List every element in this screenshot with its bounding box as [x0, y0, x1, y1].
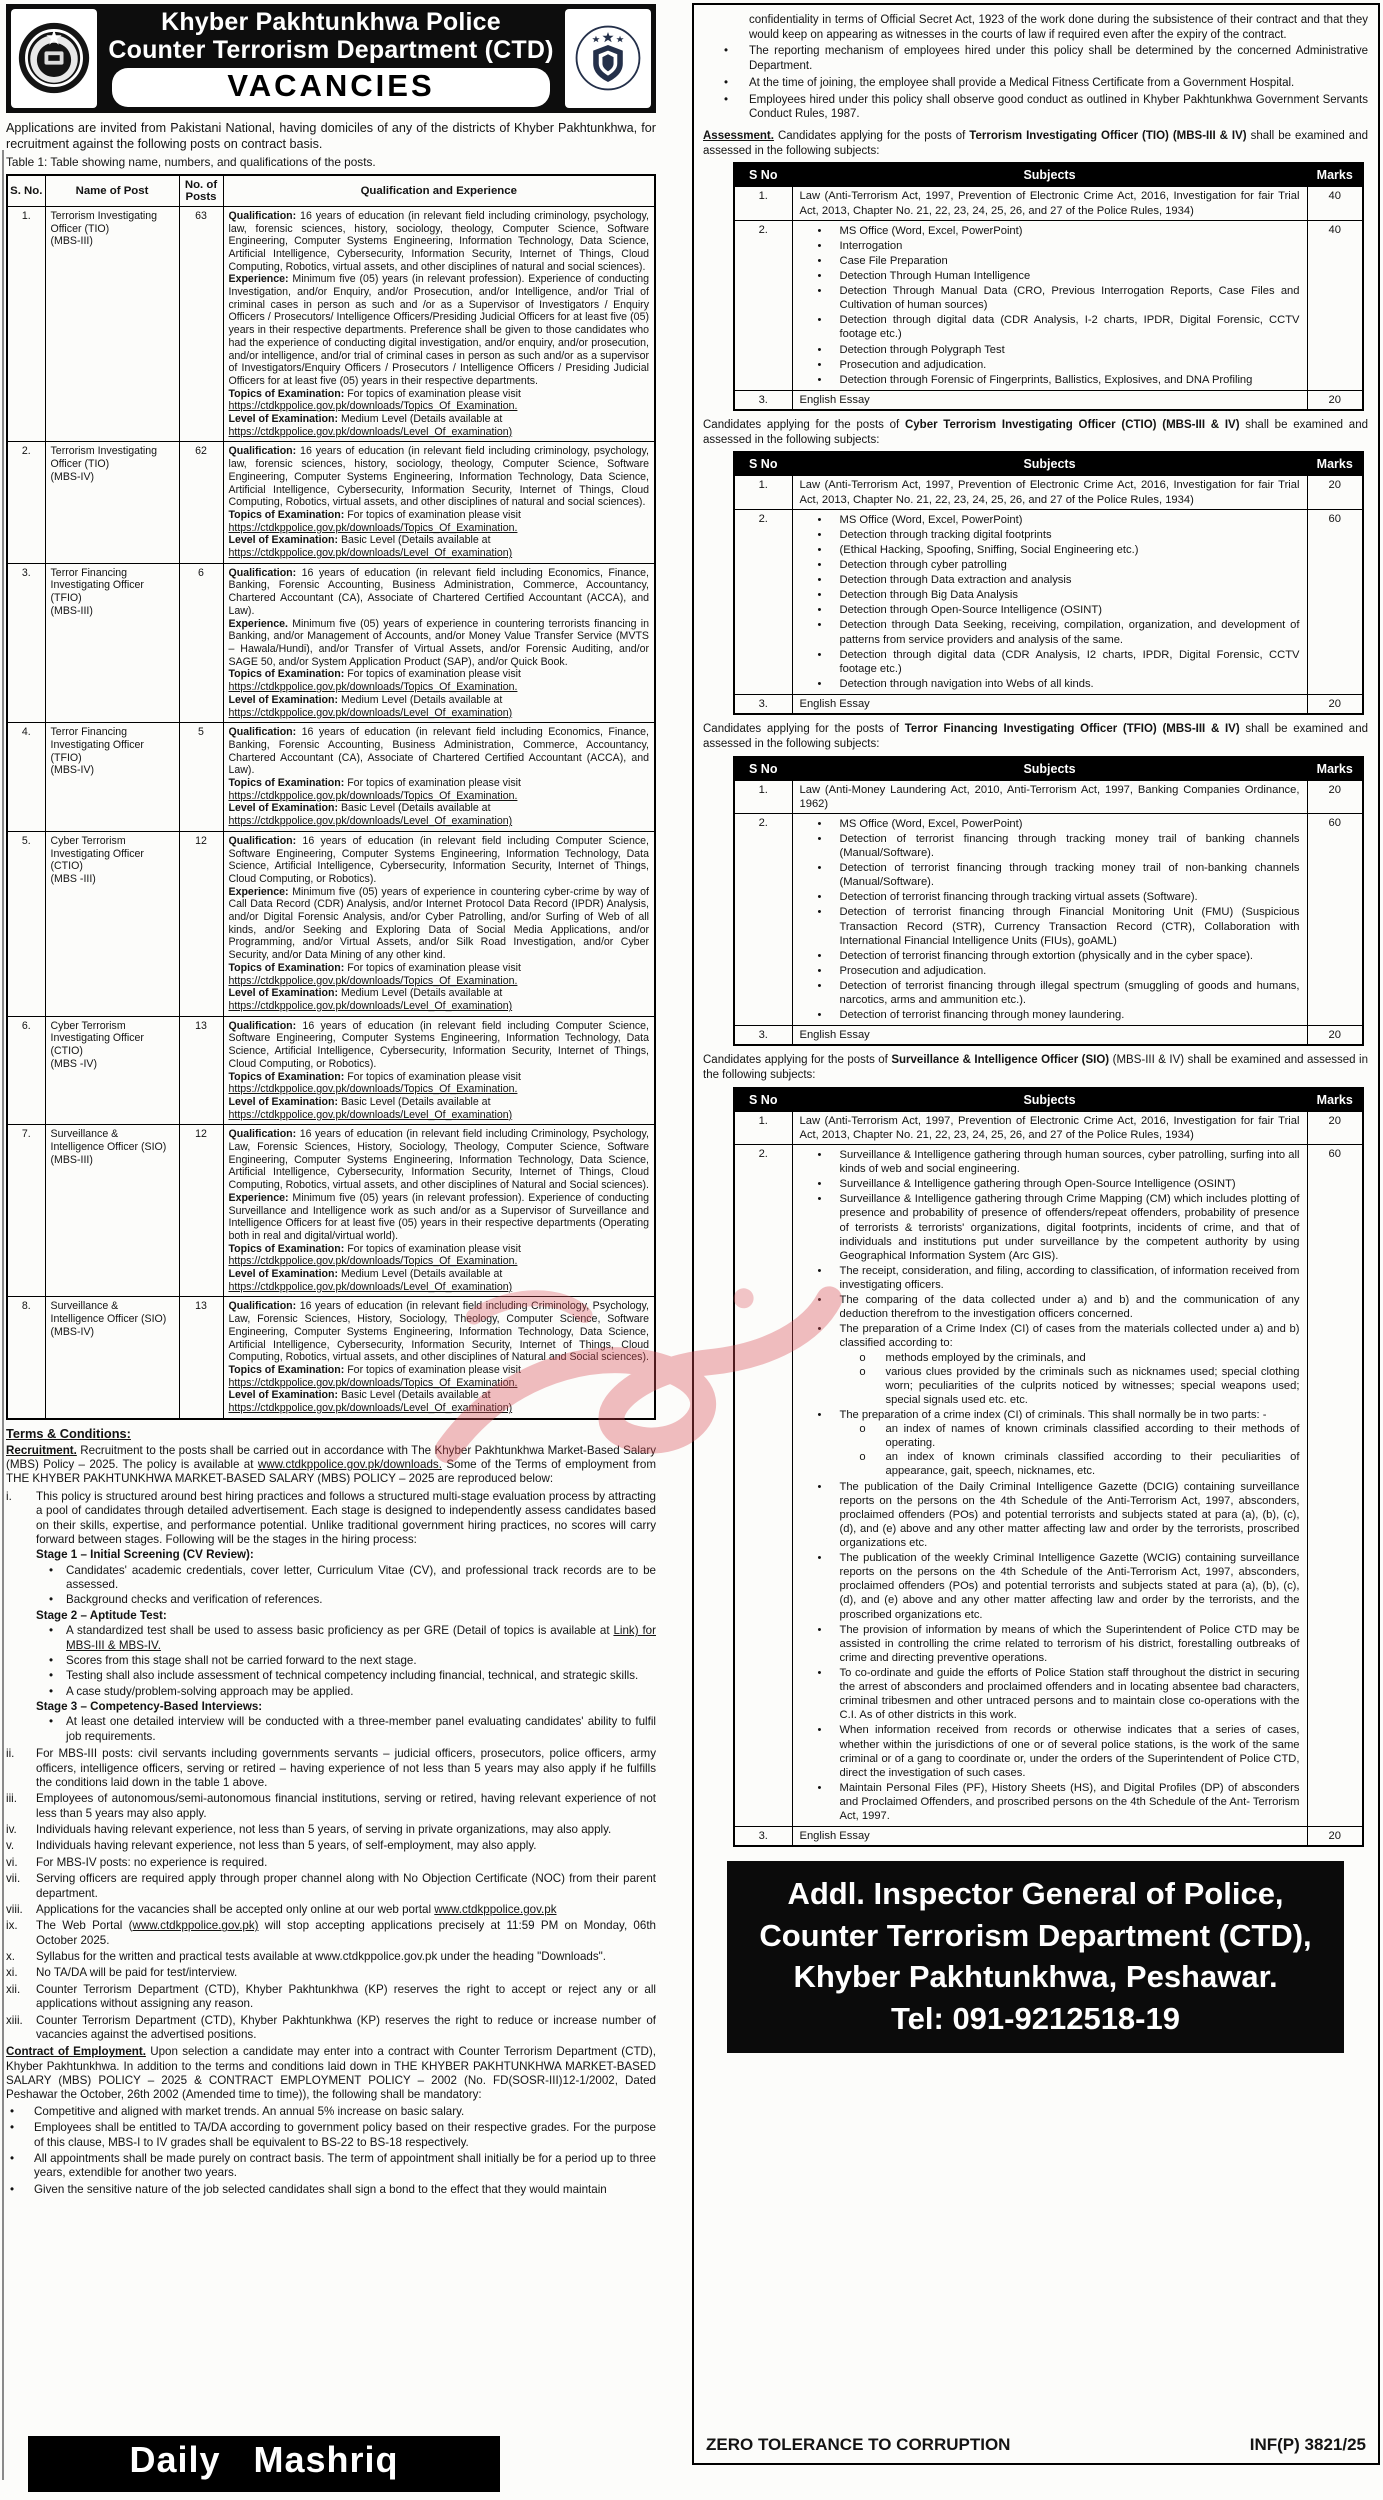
terms-heading: Terms & Conditions: — [6, 1425, 131, 1441]
subject-row — [734, 476, 1363, 509]
address-line: Khyber Pakhtunkhwa, Peshawar. — [793, 1959, 1278, 1995]
contract-bullet: • Employees shall be entitled to TA/DA according to government policy based on their respective grades. For the purpose of this clause, MBS-I to IV grades shall be equivalent to BS-22 to BS-18 respectively. — [10, 2121, 656, 2149]
address-line: Counter Terrorism Department (CTD), — [759, 1917, 1312, 1953]
ad-reference-number: INF(P) 3821/25 — [1249, 2435, 1366, 2455]
post-row — [7, 723, 655, 832]
terms-item: iv. Individuals having relevant experience, not less than 5 years, of serving in private organizations, may also apply. — [6, 1823, 612, 1837]
newspaper-name-banner: Daily Mashriq — [28, 2436, 500, 2492]
post-sno: 4. — [7, 723, 45, 832]
policy-bullet: • At the time of joining, the employee shall provide a Medical Fitness Certificate from a Government Hospital. — [723, 76, 1295, 89]
subject-marks: 20 — [1307, 694, 1363, 714]
col-post: Name of Post — [45, 175, 179, 207]
link[interactable]: www.ctdkppolice.gov.pk) — [132, 1919, 259, 1933]
subject-sno: 3. — [734, 1827, 792, 1847]
subject-sno: 2. — [734, 509, 792, 694]
subject-marks: 20 — [1307, 780, 1363, 813]
continuation-paragraph: confidentiality in terms of Official Secret Act, 1923 of the work done during the subsistence of their contract and that they would keep on appearing as witnesses in the courts of law if required even after the expiry of the contract. — [749, 14, 1368, 41]
post-name: Terror Financing Investigating Officer (TFIO) (MBS-III) — [45, 563, 179, 722]
assessment-table — [733, 1087, 1364, 1847]
subject-cell: Law (Anti-Money Laundering Act, 2010, Anti-Terrorism Act, 1997, Banking Companies Ordinance, 1962) — [792, 780, 1307, 813]
post-qualification: Qualification: 16 years of education (in relevant field including Criminology, Psychology, Law, Forensic Sciences, History, Sociology, Theology, Computer Science, Software Engineering, Computer Systems Engineering, Information Technology, Data Science, Artificial Intelligence, Cybersecurity, Information Security, Internet of Things, Cloud Computing, Robotics, virtual assets, and other disciplines of Natural and Social sciences). Topics of Examination: For topics of examination please visit https://ctdkppolice.gov.pk/downloads/Topics_Of_Examination. Level of Examination: Basic Level (Details available at https://ctdkppolice.gov.pk/downloads/Level_Of_examination) — [223, 1297, 655, 1419]
assessment-table — [733, 162, 1364, 411]
post-name: Cyber Terrorism Investigating Officer (CTIO) (MBS -III) — [45, 831, 179, 1016]
subject-marks: 40 — [1307, 187, 1363, 220]
assessment-col: Marks — [1307, 1088, 1363, 1112]
post-count: 12 — [179, 831, 223, 1016]
assessment-col: S No — [734, 757, 792, 781]
masthead-titles — [102, 9, 560, 108]
link[interactable]: Recruitment. — [6, 1443, 77, 1457]
subject-sno: 1. — [734, 780, 792, 813]
subject-sno: 2. — [734, 220, 792, 390]
col-sno: S. No. — [7, 175, 45, 207]
post-row — [7, 563, 655, 722]
subject-sno: 1. — [734, 187, 792, 220]
post-qualification: Qualification: 16 years of education (in relevant field including Economics, Finance, Banking, Forensic Accounting, Business Administration, Commerce, Accountancy, Chartered Accountant (CA), Associate of Chartered Certified Accountant (ACCA), and Law). Topics of Examination: For topics of examination please visit https://ctdkppolice.gov.pk/downloads/Topics_Of_Examination. Level of Examination: Basic Level (Details available at https://ctdkppolice.gov.pk/downloads/Level_Of_examination) — [223, 723, 655, 832]
post-row — [7, 1016, 655, 1125]
link[interactable]: www.ctdkppolice.gov.pk/downloads. — [257, 1458, 442, 1472]
terms-list — [6, 1490, 656, 2043]
assessment-intro: Candidates applying for the posts of Terror Financing Investigating Officer (TFIO) (MBS-III & IV) shall be examined and assessed in the following subjects: — [703, 723, 1368, 750]
post-name: Cyber Terrorism Investigating Officer (CTIO) (MBS -IV) — [45, 1016, 179, 1125]
post-name: Terrorism Investigating Officer (TIO) (MBS-III) — [45, 206, 179, 442]
subject-row — [734, 694, 1363, 714]
link[interactable]: Link) for MBS-III & MBS-IV. — [66, 1624, 656, 1652]
subject-row — [734, 509, 1363, 694]
recruitment-paragraph: Recruitment. Recruitment to the posts shall be carried out in accordance with The Khyber Pakhtunkhwa Market-Based Salary (MBS) Policy – 2025. The policy is available at www.ctdkppolice.gov.pk/downloads. Some of the Terms of employment from THE KHYBER PAKHTUNKHWA MARKET-BASED SALARY (MBS) POLICY – 2025 are reproduced below: — [6, 1443, 656, 1486]
subject-marks: 20 — [1307, 1111, 1363, 1144]
post-row — [7, 1125, 655, 1297]
subject-cell: English Essay — [792, 694, 1307, 714]
assessment-intro: Candidates applying for the posts of Cyber Terrorism Investigating Officer (CTIO) (MBS-III & IV) shall be examined and assessed in the following subjects: — [703, 419, 1368, 446]
terms-item: v. Individuals having relevant experience, not less than 5 years, of self-employment, may also apply. — [6, 1839, 537, 1853]
table-caption: Table 1: Table showing name, numbers, and qualifications of the posts. — [6, 154, 376, 169]
terms-item: vii. Serving officers are required apply through proper channel along with No Objection Certificate (NOC) from their parent department. — [6, 1872, 656, 1900]
dept-title: Counter Terrorism Department (CTD) — [108, 35, 554, 64]
col-qual: Qualification and Experience — [223, 175, 655, 207]
subject-cell: • MS Office (Word, Excel, PowerPoint) • Detection of terrorist financing through tracking money trail of banking channels (Manual/Software). • Detection of terrorist financing through tracking money trail of non-banking channels (Manual/Software). • Detection of terrorist financing through tracking virtual assets (Software). • Detection of terrorist financing through Financial Monitoring Unit (FMU) (Suspicious Transaction Record (STR), Currency Transaction Record (CTR), Collaboration with International Financial Intelligence Units (FIUs), goAML) • Detection of terrorist financing through extortion (physically and in the cyber space). • Prosecution and adjudication. • Detection of terrorist financing through illegal spectrum (smuggling of goods and humans, narcotics, arms and ammunition etc.). • Detection of terrorist financing through money laundering. — [792, 813, 1307, 1026]
post-count: 5 — [179, 723, 223, 832]
subject-marks: 60 — [1307, 509, 1363, 694]
subject-row — [734, 220, 1363, 390]
assessment-intro: Assessment. Candidates applying for the posts of Terrorism Investigating Officer (TIO) (MBS-III & IV) shall be examined and assessed in the following subjects: — [703, 130, 1368, 157]
link[interactable]: Assessment. — [703, 130, 774, 143]
post-name: Surveillance & Intelligence Officer (SIO) (MBS-III) — [45, 1125, 179, 1297]
link[interactable]: https://ctdkppolice.gov.pk/downloads/Topics_Of_Examination. — [228, 1083, 518, 1096]
contract-bullet: • Given the sensitive nature of the job selected candidates shall sign a bond to the effect that they would maintain — [10, 2182, 607, 2196]
link[interactable]: https://ctdkppolice.gov.pk/downloads/Topics_Of_Examination. — [228, 974, 518, 987]
posts-table-header-row — [7, 175, 655, 207]
subject-row — [734, 1111, 1363, 1144]
link[interactable]: https://ctdkppolice.gov.pk/downloads/Topics_Of_Examination. — [228, 1376, 518, 1389]
link[interactable]: https://ctdkppolice.gov.pk/downloads/Topics_Of_Examination. — [228, 521, 518, 534]
terms-item: xi. No TA/DA will be paid for test/interview. — [6, 1966, 238, 1980]
link[interactable]: https://ctdkppolice.gov.pk/downloads/Topics_Of_Examination. — [228, 1255, 518, 1268]
policy-bullet: • The reporting mechanism of employees hired under this policy shall be determined by the concerned Administrative Department. — [723, 45, 1368, 73]
subject-row — [734, 1827, 1363, 1847]
subject-sno: 3. — [734, 694, 792, 714]
post-name: Terrorism Investigating Officer (TIO) (MBS-IV) — [45, 442, 179, 563]
terms-item: iii. Employees of autonomous/semi-autonomous financial institutions, serving or retired, having relevant experience of not less than 5 years may also apply. — [6, 1792, 656, 1820]
post-sno: 1. — [7, 206, 45, 442]
link[interactable]: https://ctdkppolice.gov.pk/downloads/Topics_Of_Examination. — [228, 789, 518, 802]
assessment-table — [733, 451, 1364, 715]
post-count: 63 — [179, 206, 223, 442]
post-count: 13 — [179, 1016, 223, 1125]
contract-bullet: • All appointments shall be made purely on contract basis. The term of appointment shall initially be for a period up to three years, extendible for another two years. — [10, 2151, 656, 2180]
subject-marks: 60 — [1307, 1145, 1363, 1827]
subject-cell: English Essay — [792, 1827, 1307, 1847]
link[interactable]: https://ctdkppolice.gov.pk/downloads/Level_Of_examination) — [228, 547, 513, 560]
posts-table — [6, 174, 656, 1420]
terms-item: ix. The Web Portal (www.ctdkppolice.gov.pk) will stop accepting applications precisely at 11:59 PM on Monday, 06th October 2025. — [6, 1919, 656, 1947]
link[interactable]: www.ctdkppolice.gov.pk — [434, 1902, 557, 1916]
post-name: Terror Financing Investigating Officer (TFIO) (MBS-IV) — [45, 723, 179, 832]
link[interactable]: https://ctdkppolice.gov.pk/downloads/Topics_Of_Examination. — [228, 681, 518, 694]
post-sno: 2. — [7, 442, 45, 563]
subject-marks: 20 — [1307, 1026, 1363, 1046]
terms-item: ii. For MBS-III posts: civil servants including governments servants – judicial officers, prosecutors, police officers, army officers, intelligence officers, serving or retired – having experience of not less than 5 years may also apply if he fulfills the conditions laid down in the table 1 above. — [6, 1747, 656, 1789]
bottom-bar — [706, 2434, 1366, 2456]
post-row — [7, 206, 655, 442]
assessment-col: Marks — [1307, 452, 1363, 476]
assessment-col: S No — [734, 163, 792, 187]
subject-marks: 40 — [1307, 220, 1363, 390]
subject-cell: • MS Office (Word, Excel, PowerPoint) • Detection through tracking digital footprints • (Ethical Hacking, Spoofing, Sniffing, Social Engineering etc.) • Detection through cyber patrolling • Detection through Data extraction and analysis • Detection through Big Data Analysis • Detection through Open-Source Intelligence (OSINT) • Detection through Data Seeking, receiving, compilation, organization, and development of patterns from service providers and analysis of the same. • Detection through digital data (CDR Analysis, I2 charts, IPDR, Digital Forensic, CCTV footage etc.) • Detection through navigation into Webs of all kinds. — [792, 509, 1307, 694]
post-sno: 7. — [7, 1125, 45, 1297]
post-count: 12 — [179, 1125, 223, 1297]
post-qualification: Qualification: 16 years of education (in relevant field including Economics, Finance, Banking, Forensic Accounting, Business Administration, Commerce, Accountancy, Chartered Accountant (CA), Associate of Chartered Certified Accountant (ACCA), and Law). Experience. Minimum five (05) years of experience in countering terrorists financing in Banking, and/or Management of Accounts, and/or Money Value Transfer Service (MVTS – Hawala/Hundi), and/or Transfer of Virtual Assets, and/or Forensic Auditing, and/or SAGE 50, and/or System Application Product (SAP), and/or Quick Book. Topics of Examination: For topics of examination please visit https://ctdkppolice.gov.pk/downloads/Topics_Of_Examination. Level of Examination: Medium Level (Details available at https://ctdkppolice.gov.pk/downloads/Level_Of_examination) — [223, 563, 655, 722]
subject-sno: 3. — [734, 390, 792, 410]
intro-paragraph: Applications are invited from Pakistani National, having domiciles of any of the districts of Khyber Pakhtunkhwa, for recruitment against the following posts on contract basis. — [6, 120, 656, 151]
subject-marks: 20 — [1307, 476, 1363, 509]
subject-row — [734, 187, 1363, 220]
subject-row — [734, 780, 1363, 813]
subject-marks: 60 — [1307, 813, 1363, 1026]
post-name: Surveillance & Intelligence Officer (SIO) (MBS-IV) — [45, 1297, 179, 1419]
subject-row — [734, 1145, 1363, 1827]
address-line: Tel: 091-9212518-19 — [891, 2000, 1180, 2036]
post-count: 62 — [179, 442, 223, 563]
contact-address-box — [727, 1861, 1344, 2053]
subject-cell: • Surveillance & Intelligence gathering through human sources, cyber patrolling, surfing into all kinds of web and social engineering. • Surveillance & Intelligence gathering through Open-Source Intelligence (OSINT) • Surveillance & Intelligence gathering through Crime Mapping (CM) which includes plotting of presence and probability of presence of offenders/repeat offenders, probability of presence of terrorists & terrorists' organizations, digital footprints, incidents of crime, and that of individuals and institutions put under surveillance by the competent authority by using Geographical Information System (Arc GIS). • The receipt, consideration, and filing, according to classification, of information received from investigating officers. • The comparing of the data collected under a) and b) and the communication of any deduction therefrom to the investigation officers concerned. • The preparation of a Crime Index (CI) of cases from the materials collected under a) and b) classified according to: o methods employed by the criminals, and o various clues provided by the criminals such as nicknames used; special clothing worn; peculiarities of the culprits noticed by witnesses; special weapons used; special signals used etc. etc. • The preparation of a crime index (CI) of criminals. This shall normally be in two parts: - o an index of names of known criminals classified according to their methods of operating. o an index of known criminals classified according to their peculiarities of appearance, gait, speech, nicknames, etc. • The publication of the Daily Criminal Intelligence Gazette (DCIG) containing surveillance reports on the persons on the 4th Schedule of the Anti-Terrorism Act, 1997, absconders, proclaimed offenders (POs) and potential terrorists and subjects stated at para (a), (b), (c), (d), and (e) above and any other matter affecting law and order by the terrorists, proscribed organizations etc. • The publication of the weekly Criminal Intelligence Gazette (WCIG) containing surveillance reports on the persons on the 4th Schedule of the Anti-Terrorism Act, 1997, absconders, proclaimed offenders (POs) and potential terrorists and subjects stated at para (a), (b), (c), (d), and (e) above and any other matter affecting law and order by the terrorists, and the proscribed organizations etc. • The provision of information by means of which the Superintendent of Police CTD may be assisted in controlling the crime related to terrorism of his district, forestalling outbreaks of crime and directing preventive operations. • To co-ordinate and guide the efforts of Police Station staff throughout the district in securing the arrest of absconders and proclaimed offenders and in locating absentee bad characters, criminal tribesmen and other untraced persons and to maintain close co-operations with the C.I. As of other districts in this work. • When information received from records or otherwise indicates that a series of cases, whether within the jurisdictions of one or of several police stations, is the work of the same criminal or of a gang to coordinate or, under the orders of the Superintendent of Police CTD, direct the investigation of such cases. • Maintain Personal Files (PF), History Sheets (HS), and Digital Profiles (DP) of absconders and Proclaimed Offenders, and proscribed persons on the 4th Schedule of the Ant- Terrorism Act, 1997. — [792, 1145, 1307, 1827]
subject-row — [734, 1026, 1363, 1046]
post-row — [7, 831, 655, 1016]
contract-bullet: • Competitive and aligned with market trends. An annual 5% increase on basic salary. — [10, 2104, 465, 2118]
link[interactable]: https://ctdkppolice.gov.pk/downloads/Topics_Of_Examination. — [228, 400, 518, 413]
posts-table-body — [7, 206, 655, 1418]
link[interactable]: https://ctdkppolice.gov.pk/downloads/Level_Of_examination) — [228, 706, 513, 719]
ctd-emblem-icon — [565, 9, 651, 108]
assessment-col: Subjects — [792, 163, 1307, 187]
right-column — [692, 3, 1380, 2465]
subject-cell: Law (Anti-Terrorism Act, 1997, Prevention of Electronic Crime Act, 2016, Investigation for fair Trial Act, 2013, Chapter No. 21, 22, 23, 24, 25, 26, and 27 of the Police Rules, 1934) — [792, 1111, 1307, 1144]
address-line: Addl. Inspector General of Police, — [787, 1876, 1284, 1912]
subject-cell: Law (Anti-Terrorism Act, 1997, Prevention of Electronic Crime Act, 2016, Investigation for fair Trial Act, 2013, Chapter No. 21, 22, 23, 24, 25, 26, and 27 of the Police Rules, 1934) — [792, 187, 1307, 220]
post-qualification: Qualification: 16 years of education (in relevant field including Computer Science, Software Engineering, Computer Systems Engineering, Information Technology, Data Science, Artificial Intelligence, Cybersecurity, Information Security, Internet of Things, Cloud Computing, or Robotics). Topics of Examination: For topics of examination please visit https://ctdkppolice.gov.pk/downloads/Topics_Of_Examination. Level of Examination: Basic Level (Details available at https://ctdkppolice.gov.pk/downloads/Level_Of_examination) — [223, 1016, 655, 1125]
subject-sno: 2. — [734, 813, 792, 1026]
subject-cell: English Essay — [792, 1026, 1307, 1046]
column-rule — [2, 150, 4, 2480]
post-qualification: Qualification: 16 years of education (in relevant field including criminology, psychology, law, forensic sciences, history, sociology, theology, Computer Science, Software Engineering, Computer Systems Engineering, Information Technology, Data Science, Artificial Intelligence, Cybersecurity, Information Security, Internet of Things, Cloud Computing, Robotics, virtual assets, and other disciplines of natural and social sciences). Experience: Minimum five (05) years (in relevant profession). Experience of conducting Investigation, and/or Enquiry, and/or Prosecution, and/or Intelligence, and/or Trial of criminal cases in person as such and /or as a Supervisor of Investigators / Enquiry Officers / Prosecutors/ Intelligence Officers/Presiding Judicial Officers for at least five (05) years in their respective departments. Preference shall be given to those candidates who had the experience of conducting digital investigation, and/or enquiry, and/or prosecution, and/or intelligence, and/or trial of criminal cases in person as such and/or as a supervisor of Investigators/Enquiry Officers / Prosecutors / Intelligence Officers / Presiding Judicial Officers for at least five (05) years in their respective departments. Topics of Examination: For topics of examination please visit https://ctdkppolice.gov.pk/downloads/Topics_Of_Examination. Level of Examination: Medium Level (Details available at https://ctdkppolice.gov.pk/downloads/Level_Of_examination) — [223, 206, 655, 442]
contract-paragraph: Contract of Employment. Upon selection a candidate may enter into a contract with Counter Terrorism Department (CTD), Khyber Pakhtunkhwa. In addition to the terms and conditions laid down in THE KHYBER PAKHTUNKHWA MARKET-BASED SALARY (MBS) POLICY – 2025 & CONTRACT EMPLOYMENT POLICY – 2002 (No. FD(SOSR-III)12-1/2002, Dated Peshawar the October, 26th 2002 (Amended time to time)), the following shall be mandatory: — [6, 2045, 656, 2102]
assessment-col: Marks — [1307, 757, 1363, 781]
assessment-blocks — [703, 129, 1368, 1847]
terms-item: i. This policy is structured around best hiring practices and follows a structured multi-stage evaluation process by attracting a pool of candidates through detailed advertisement. Each stage is designed to independently assess candidates based on their skills, expertise, and performance potential. Unlike traditional government hiring practices, no scores will carry forward between stages. Following will be the stages in the hiring process: Stage 1 – Initial Screening (CV Review): • Candidates' academic credentials, cover letter, Curriculum Vitae (CV), and professional track records are to be assessed. • Background checks and verification of references. Stage 2 – Aptitude Test: • A standardized test shall be used to assess basic proficiency as per GRE (Detail of topics is available at Link) for MBS-III & MBS-IV. • Scores from this stage shall not be carried forward to the next stage. • Testing shall also include assessment of technical competency including financial, technical, and strategic skills. • A case study/problem-solving approach may be applied. Stage 3 – Competency-Based Interviews: • At least one detailed interview will be conducted with a three-member panel evaluating candidates' ability to fulfil job requirements. — [6, 1489, 656, 1743]
terms-item: viii. Applications for the vacancies shall be accepted only online at our web portal www.ctdkppolice.gov.pk — [6, 1902, 557, 1916]
terms-item: x. Syllabus for the written and practical tests available at www.ctdkppolice.gov.pk under the heading "Downloads". — [6, 1950, 606, 1964]
policy-bullet-list — [703, 44, 1368, 122]
terms-item: xii. Counter Terrorism Department (CTD), Khyber Pakhtunkhwa (KP) reserves the right to accept or reject any or all applications without assigning any reason. — [6, 1982, 656, 2011]
post-sno: 8. — [7, 1297, 45, 1419]
assessment-col: Subjects — [792, 757, 1307, 781]
subject-sno: 2. — [734, 1145, 792, 1827]
subject-cell: • MS Office (Word, Excel, PowerPoint) • Interrogation • Case File Preparation • Detection Through Human Intelligence • Detection Through Manual Data (CRO, Previous Interrogation Reports, Case Files and Cultivation of human sources) • Detection through digital data (CDR Analysis, I-2 charts, IPDR, Digital Forensic, CCTV footage etc.) • Detection through Polygraph Test • Prosecution and adjudication. • Detection through Forensic of Fingerprints, Ballistics, Explosives, and DNA Profiling — [792, 220, 1307, 390]
policy-bullet: • Employees hired under this policy shall observe good conduct as outlined in Khyber Pakhtunkhwa Government Servants Conduct Rules, 1987. — [723, 93, 1368, 121]
subject-cell: Law (Anti-Terrorism Act, 1997, Prevention of Electronic Crime Act, 2016, Investigation for fair Trial Act, 2013, Chapter No. 21, 22, 23, 24, 25, 26, and 27 of the Police Rules, 1934) — [792, 476, 1307, 509]
assessment-col: S No — [734, 1088, 792, 1112]
post-qualification: Qualification: 16 years of education (in relevant field including Computer Science, Software Engineering, Computer Systems Engineering, Information Technology, Data Science, Artificial Intelligence, Cybersecurity, Information Security, Internet of Things, Cloud Computing, or Robotics). Experience: Minimum five (05) years of experience in countering cyber-crime by way of Call Data Record (CDR) Analysis, and/or Internet Protocol Data Record (IPDR) Analysis, and/or Digital Forensic Analysis, and/or Cyber Patrolling, and/or Surfing of Web of all kinds, and/or Seeking and Exploring Data of Social Media Applications, and/or Programming, and/or Virtual Assets, and/or Silk Road Investigation, and/or Cyber Security, and/or Data Mining of any other kind. Topics of Examination: For topics of examination please visit https://ctdkppolice.gov.pk/downloads/Topics_Of_Examination. Level of Examination: Medium Level (Details available at https://ctdkppolice.gov.pk/downloads/Level_Of_examination) — [223, 831, 655, 1016]
left-column — [6, 4, 656, 2496]
col-count: No. of Posts — [179, 175, 223, 207]
post-count: 13 — [179, 1297, 223, 1419]
subject-row — [734, 813, 1363, 1026]
link[interactable]: https://ctdkppolice.gov.pk/downloads/Level_Of_examination) — [228, 1280, 513, 1293]
post-row — [7, 1297, 655, 1419]
link[interactable]: https://ctdkppolice.gov.pk/downloads/Level_Of_examination) — [228, 815, 513, 828]
subject-sno: 1. — [734, 1111, 792, 1144]
post-sno: 6. — [7, 1016, 45, 1125]
link[interactable]: https://ctdkppolice.gov.pk/downloads/Level_Of_examination) — [228, 1108, 513, 1121]
assessment-col: S No — [734, 452, 792, 476]
terms-section — [6, 1426, 656, 2197]
link[interactable]: https://ctdkppolice.gov.pk/downloads/Level_Of_examination) — [228, 425, 513, 438]
assessment-col: Marks — [1307, 163, 1363, 187]
link[interactable]: Contract of Employment. — [6, 2045, 146, 2059]
masthead — [6, 4, 656, 113]
subject-marks: 20 — [1307, 390, 1363, 410]
org-title: Khyber Pakhtunkhwa Police — [161, 8, 501, 36]
subject-sno: 3. — [734, 1026, 792, 1046]
vacancies-banner: VACANCIES — [112, 68, 550, 107]
subject-cell: English Essay — [792, 390, 1307, 410]
post-sno: 5. — [7, 831, 45, 1016]
contract-bullet-list — [6, 2105, 656, 2197]
link[interactable]: https://ctdkppolice.gov.pk/downloads/Level_Of_examination) — [228, 999, 513, 1012]
assessment-intro: Candidates applying for the posts of Surveillance & Intelligence Officer (SIO) (MBS-III & IV) shall be examined and assessed in the following subjects: — [703, 1054, 1368, 1082]
post-qualification: Qualification: 16 years of education (in relevant field including criminology, psychology, law, forensic sciences, history, sociology, theology, Computer Science, Software Engineering, Computer Systems Engineering, Information Technology, Data Science, Artificial Intelligence, Cybersecurity, Information Security, Internet of Things, Cloud Computing, Robotics, virtual assets, and other disciplines of natural and social sciences). Topics of Examination: For topics of examination please visit https://ctdkppolice.gov.pk/downloads/Topics_Of_Examination. Level of Examination: Basic Level (Details available at https://ctdkppolice.gov.pk/downloads/Level_Of_examination) — [223, 442, 655, 563]
post-row — [7, 442, 655, 563]
link[interactable]: https://ctdkppolice.gov.pk/downloads/Level_Of_examination) — [228, 1402, 513, 1415]
assessment-table — [733, 756, 1364, 1047]
subject-sno: 1. — [734, 476, 792, 509]
subject-marks: 20 — [1307, 1827, 1363, 1847]
subject-row — [734, 390, 1363, 410]
assessment-col: Subjects — [792, 1088, 1307, 1112]
post-qualification: Qualification: 16 years of education (in relevant field including Criminology, Psychology, Law, Forensic Sciences, History, Sociology, Theology, Computer Science, Software Engineering, Computer Systems Engineering, Information Technology, Data Science, Artificial Intelligence, Cybersecurity, Information Security, Internet of Things, Cloud Computing, Robotics, virtual assets, and other disciplines of Natural and Social sciences). Experience: Minimum five (05) years (in relevant profession). Experience of conducting Surveillance and Intelligence work as such and/or as a Supervisor of Surveillance and Intelligence Officers for at least five (05) years in their respective departments (Operating both in real and digital/virtual world). Topics of Examination: For topics of examination please visit https://ctdkppolice.gov.pk/downloads/Topics_Of_Examination. Level of Examination: Medium Level (Details available at https://ctdkppolice.gov.pk/downloads/Level_Of_examination) — [223, 1125, 655, 1297]
kp-police-crest-icon — [11, 9, 97, 108]
terms-item: vi. For MBS-IV posts: no experience is required. — [6, 1855, 268, 1869]
terms-item: xiii. Counter Terrorism Department (CTD), Khyber Pakhtunkhwa (KP) reserves the right to reduce or increase number of vacancies against the advertised positions. — [6, 2013, 656, 2041]
post-count: 6 — [179, 563, 223, 722]
post-sno: 3. — [7, 563, 45, 722]
slogan-text: ZERO TOLERANCE TO CORRUPTION — [706, 2435, 1011, 2455]
assessment-col: Subjects — [792, 452, 1307, 476]
